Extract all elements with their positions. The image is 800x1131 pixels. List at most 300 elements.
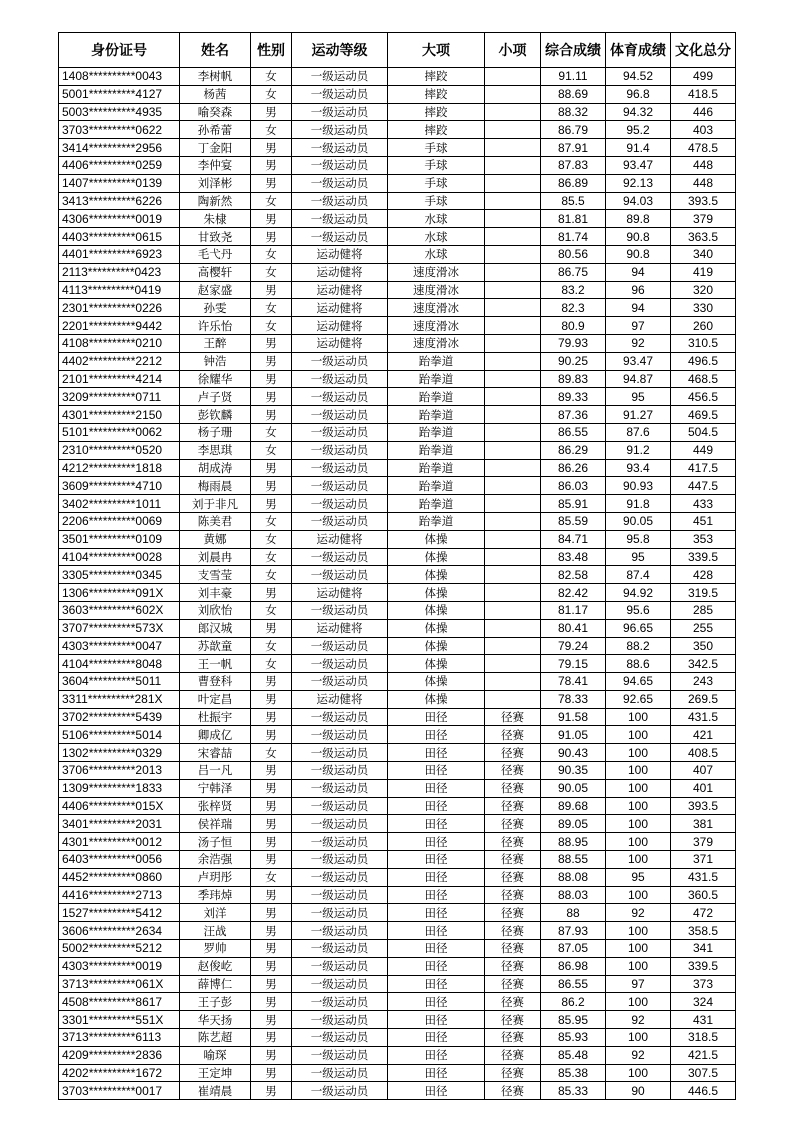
cell-name: 薛博仁	[180, 975, 251, 993]
cell-sports-score: 100	[606, 797, 671, 815]
cell-sports-score: 92	[606, 904, 671, 922]
cell-sub-event	[485, 85, 541, 103]
cell-overall-score: 84.71	[541, 530, 606, 548]
cell-sport-level: 运动健将	[292, 317, 388, 335]
cell-overall-score: 89.05	[541, 815, 606, 833]
cell-sport-level: 一级运动员	[292, 121, 388, 139]
cell-sport-level: 一级运动员	[292, 993, 388, 1011]
cell-sub-event	[485, 459, 541, 477]
cell-sport-level: 一级运动员	[292, 673, 388, 691]
cell-gender: 男	[251, 334, 292, 352]
cell-event: 速度滑冰	[388, 317, 485, 335]
table-row	[59, 601, 736, 619]
cell-event: 田径	[388, 833, 485, 851]
cell-culture-total: 418.5	[671, 85, 736, 103]
cell-id-number: 4108**********0210	[59, 334, 180, 352]
cell-event: 田径	[388, 1011, 485, 1029]
cell-id-number: 4402**********2212	[59, 352, 180, 370]
cell-culture-total: 339.5	[671, 957, 736, 975]
cell-sports-score: 100	[606, 815, 671, 833]
cell-name: 卢玥彤	[180, 868, 251, 886]
cell-sport-level: 运动健将	[292, 263, 388, 281]
cell-culture-total: 431.5	[671, 868, 736, 886]
cell-overall-score: 81.74	[541, 228, 606, 246]
cell-name: 徐耀华	[180, 370, 251, 388]
cell-name: 刘欣怡	[180, 601, 251, 619]
cell-sports-score: 92	[606, 1046, 671, 1064]
cell-overall-score: 91.11	[541, 68, 606, 86]
cell-event: 田径	[388, 940, 485, 958]
cell-sub-event	[485, 174, 541, 192]
cell-id-number: 4202**********1672	[59, 1064, 180, 1082]
cell-sports-score: 87.4	[606, 566, 671, 584]
cell-name: 王醉	[180, 334, 251, 352]
cell-overall-score: 90.43	[541, 744, 606, 762]
cell-sub-event: 径赛	[485, 993, 541, 1011]
cell-id-number: 3702**********5439	[59, 708, 180, 726]
cell-sports-score: 94.87	[606, 370, 671, 388]
cell-sports-score: 97	[606, 975, 671, 993]
cell-sub-event	[485, 192, 541, 210]
table-row	[59, 868, 736, 886]
cell-sub-event	[485, 156, 541, 174]
cell-sports-score: 100	[606, 1029, 671, 1047]
table-row	[59, 815, 736, 833]
cell-culture-total: 433	[671, 495, 736, 513]
cell-culture-total: 373	[671, 975, 736, 993]
cell-sub-event	[485, 637, 541, 655]
table-row	[59, 762, 736, 780]
cell-overall-score: 86.55	[541, 975, 606, 993]
cell-name: 支雪莹	[180, 566, 251, 584]
cell-gender: 男	[251, 797, 292, 815]
table-row	[59, 922, 736, 940]
cell-event: 体操	[388, 584, 485, 602]
cell-id-number: 3501**********0109	[59, 530, 180, 548]
cell-sub-event	[485, 690, 541, 708]
cell-overall-score: 86.03	[541, 477, 606, 495]
cell-sub-event	[485, 281, 541, 299]
cell-culture-total: 379	[671, 210, 736, 228]
cell-sport-level: 一级运动员	[292, 637, 388, 655]
cell-overall-score: 79.24	[541, 637, 606, 655]
header-row	[59, 33, 736, 68]
table-row	[59, 68, 736, 86]
cell-gender: 男	[251, 993, 292, 1011]
table-row	[59, 156, 736, 174]
table-row	[59, 548, 736, 566]
cell-culture-total: 431	[671, 1011, 736, 1029]
table-row	[59, 281, 736, 299]
cell-id-number: 3707**********573X	[59, 619, 180, 637]
cell-overall-score: 87.93	[541, 922, 606, 940]
cell-culture-total: 421	[671, 726, 736, 744]
cell-sport-level: 一级运动员	[292, 779, 388, 797]
table-row	[59, 833, 736, 851]
cell-sports-score: 89.8	[606, 210, 671, 228]
cell-sub-event	[485, 673, 541, 691]
cell-sports-score: 100	[606, 779, 671, 797]
cell-sub-event	[485, 655, 541, 673]
cell-id-number: 4306**********0019	[59, 210, 180, 228]
header-overall-score: 综合成绩	[541, 33, 606, 68]
cell-culture-total: 363.5	[671, 228, 736, 246]
cell-sub-event	[485, 299, 541, 317]
cell-sub-event	[485, 263, 541, 281]
cell-gender: 女	[251, 637, 292, 655]
cell-sport-level: 一级运动员	[292, 477, 388, 495]
table-row	[59, 637, 736, 655]
table-row	[59, 993, 736, 1011]
cell-id-number: 4403**********0615	[59, 228, 180, 246]
cell-event: 摔跤	[388, 85, 485, 103]
cell-event: 跆拳道	[388, 459, 485, 477]
cell-id-number: 4301**********2150	[59, 406, 180, 424]
cell-overall-score: 78.41	[541, 673, 606, 691]
cell-sports-score: 94.92	[606, 584, 671, 602]
cell-culture-total: 360.5	[671, 886, 736, 904]
cell-name: 宁韩泽	[180, 779, 251, 797]
cell-sports-score: 93.4	[606, 459, 671, 477]
cell-event: 田径	[388, 744, 485, 762]
cell-sport-level: 运动健将	[292, 530, 388, 548]
cell-sport-level: 一级运动员	[292, 352, 388, 370]
cell-gender: 男	[251, 673, 292, 691]
cell-sports-score: 94.52	[606, 68, 671, 86]
cell-culture-total: 269.5	[671, 690, 736, 708]
table-row	[59, 797, 736, 815]
cell-overall-score: 85.91	[541, 495, 606, 513]
cell-overall-score: 82.42	[541, 584, 606, 602]
cell-culture-total: 449	[671, 441, 736, 459]
cell-gender: 男	[251, 1064, 292, 1082]
header-event: 大项	[388, 33, 485, 68]
cell-id-number: 4406**********0259	[59, 156, 180, 174]
cell-culture-total: 407	[671, 762, 736, 780]
cell-overall-score: 85.38	[541, 1064, 606, 1082]
cell-sub-event	[485, 566, 541, 584]
cell-sport-level: 运动健将	[292, 584, 388, 602]
cell-name: 李仲宴	[180, 156, 251, 174]
cell-event: 体操	[388, 548, 485, 566]
cell-sport-level: 运动健将	[292, 299, 388, 317]
cell-gender: 女	[251, 530, 292, 548]
cell-name: 卿成亿	[180, 726, 251, 744]
table-row	[59, 584, 736, 602]
cell-gender: 男	[251, 281, 292, 299]
cell-sport-level: 一级运动员	[292, 68, 388, 86]
cell-name: 刘丰豪	[180, 584, 251, 602]
table-row	[59, 708, 736, 726]
cell-culture-total: 255	[671, 619, 736, 637]
cell-gender: 女	[251, 263, 292, 281]
table-row	[59, 192, 736, 210]
cell-sub-event: 径赛	[485, 762, 541, 780]
table-row	[59, 495, 736, 513]
cell-sub-event	[485, 441, 541, 459]
cell-sub-event: 径赛	[485, 833, 541, 851]
cell-overall-score: 85.93	[541, 1029, 606, 1047]
header-id-number: 身份证号	[59, 33, 180, 68]
cell-sports-score: 88.2	[606, 637, 671, 655]
cell-id-number: 5001**********4127	[59, 85, 180, 103]
cell-id-number: 4303**********0019	[59, 957, 180, 975]
cell-culture-total: 431.5	[671, 708, 736, 726]
cell-sports-score: 95.2	[606, 121, 671, 139]
table-row	[59, 263, 736, 281]
header-sport-level: 运动等级	[292, 33, 388, 68]
cell-overall-score: 81.81	[541, 210, 606, 228]
cell-sports-score: 90.93	[606, 477, 671, 495]
cell-gender: 男	[251, 495, 292, 513]
cell-gender: 女	[251, 868, 292, 886]
cell-culture-total: 417.5	[671, 459, 736, 477]
cell-culture-total: 381	[671, 815, 736, 833]
cell-sport-level: 一级运动员	[292, 495, 388, 513]
cell-event: 摔跤	[388, 68, 485, 86]
cell-event: 跆拳道	[388, 370, 485, 388]
cell-id-number: 1306**********091X	[59, 584, 180, 602]
cell-culture-total: 320	[671, 281, 736, 299]
cell-sport-level: 一级运动员	[292, 655, 388, 673]
table-row	[59, 406, 736, 424]
cell-overall-score: 88.08	[541, 868, 606, 886]
cell-gender: 女	[251, 68, 292, 86]
cell-name: 张梓贤	[180, 797, 251, 815]
cell-id-number: 3703**********0622	[59, 121, 180, 139]
cell-sports-score: 93.47	[606, 156, 671, 174]
cell-event: 跆拳道	[388, 441, 485, 459]
table-row	[59, 512, 736, 530]
cell-sport-level: 一级运动员	[292, 922, 388, 940]
cell-sport-level: 运动健将	[292, 281, 388, 299]
cell-gender: 女	[251, 85, 292, 103]
cell-sport-level: 一级运动员	[292, 459, 388, 477]
cell-overall-score: 86.55	[541, 423, 606, 441]
cell-sport-level: 一级运动员	[292, 174, 388, 192]
table-row	[59, 121, 736, 139]
cell-event: 手球	[388, 192, 485, 210]
table-row	[59, 957, 736, 975]
cell-sports-score: 93.47	[606, 352, 671, 370]
cell-overall-score: 90.05	[541, 779, 606, 797]
cell-event: 跆拳道	[388, 495, 485, 513]
cell-gender: 男	[251, 833, 292, 851]
cell-culture-total: 260	[671, 317, 736, 335]
cell-event: 田径	[388, 851, 485, 869]
cell-sport-level: 一级运动员	[292, 228, 388, 246]
cell-id-number: 4508**********8617	[59, 993, 180, 1011]
cell-culture-total: 421.5	[671, 1046, 736, 1064]
cell-gender: 女	[251, 744, 292, 762]
cell-id-number: 5002**********5212	[59, 940, 180, 958]
cell-sports-score: 90	[606, 1082, 671, 1100]
cell-sport-level: 一级运动员	[292, 851, 388, 869]
cell-id-number: 6403**********0056	[59, 851, 180, 869]
cell-gender: 男	[251, 1029, 292, 1047]
cell-sport-level: 一级运动员	[292, 708, 388, 726]
cell-event: 速度滑冰	[388, 263, 485, 281]
cell-name: 叶定昌	[180, 690, 251, 708]
cell-overall-score: 80.9	[541, 317, 606, 335]
cell-sub-event	[485, 495, 541, 513]
cell-culture-total: 504.5	[671, 423, 736, 441]
cell-sports-score: 94.32	[606, 103, 671, 121]
cell-overall-score: 83.48	[541, 548, 606, 566]
cell-overall-score: 85.95	[541, 1011, 606, 1029]
cell-culture-total: 285	[671, 601, 736, 619]
cell-sub-event	[485, 601, 541, 619]
cell-name: 梅雨晨	[180, 477, 251, 495]
cell-id-number: 5003**********4935	[59, 103, 180, 121]
cell-gender: 男	[251, 210, 292, 228]
cell-sub-event: 径赛	[485, 797, 541, 815]
cell-sports-score: 87.6	[606, 423, 671, 441]
table-row	[59, 210, 736, 228]
cell-sports-score: 94	[606, 299, 671, 317]
cell-overall-score: 86.79	[541, 121, 606, 139]
cell-event: 田径	[388, 975, 485, 993]
cell-overall-score: 87.91	[541, 139, 606, 157]
header-name: 姓名	[180, 33, 251, 68]
cell-gender: 男	[251, 1046, 292, 1064]
cell-id-number: 3402**********1011	[59, 495, 180, 513]
cell-name: 崔靖晨	[180, 1082, 251, 1100]
cell-gender: 女	[251, 192, 292, 210]
cell-id-number: 4452**********0860	[59, 868, 180, 886]
cell-event: 摔跤	[388, 121, 485, 139]
cell-culture-total: 371	[671, 851, 736, 869]
table-row	[59, 655, 736, 673]
cell-sport-level: 一级运动员	[292, 601, 388, 619]
cell-name: 喻琛	[180, 1046, 251, 1064]
cell-culture-total: 496.5	[671, 352, 736, 370]
cell-name: 许乐怡	[180, 317, 251, 335]
cell-sport-level: 一级运动员	[292, 975, 388, 993]
cell-gender: 男	[251, 477, 292, 495]
cell-name: 杨子珊	[180, 423, 251, 441]
cell-gender: 男	[251, 370, 292, 388]
cell-gender: 男	[251, 174, 292, 192]
cell-sports-score: 91.2	[606, 441, 671, 459]
cell-event: 速度滑冰	[388, 334, 485, 352]
cell-name: 曹登科	[180, 673, 251, 691]
cell-overall-score: 88	[541, 904, 606, 922]
cell-overall-score: 90.25	[541, 352, 606, 370]
cell-event: 速度滑冰	[388, 299, 485, 317]
table-row	[59, 530, 736, 548]
cell-event: 田径	[388, 904, 485, 922]
cell-overall-score: 88.55	[541, 851, 606, 869]
cell-id-number: 3713**********061X	[59, 975, 180, 993]
cell-sub-event	[485, 530, 541, 548]
cell-gender: 男	[251, 815, 292, 833]
table-row	[59, 228, 736, 246]
cell-sport-level: 一级运动员	[292, 406, 388, 424]
cell-overall-score: 78.33	[541, 690, 606, 708]
cell-id-number: 5101**********0062	[59, 423, 180, 441]
cell-name: 汤子恒	[180, 833, 251, 851]
cell-id-number: 4301**********0012	[59, 833, 180, 851]
cell-gender: 女	[251, 441, 292, 459]
cell-culture-total: 330	[671, 299, 736, 317]
cell-sports-score: 92	[606, 334, 671, 352]
cell-gender: 男	[251, 352, 292, 370]
cell-culture-total: 472	[671, 904, 736, 922]
cell-sub-event	[485, 619, 541, 637]
cell-name: 胡成涛	[180, 459, 251, 477]
table-row	[59, 103, 736, 121]
cell-gender: 女	[251, 655, 292, 673]
cell-id-number: 3713**********6113	[59, 1029, 180, 1047]
cell-event: 田径	[388, 726, 485, 744]
cell-overall-score: 86.29	[541, 441, 606, 459]
cell-event: 摔跤	[388, 103, 485, 121]
cell-id-number: 3706**********2013	[59, 762, 180, 780]
cell-id-number: 4104**********8048	[59, 655, 180, 673]
cell-name: 杜振宇	[180, 708, 251, 726]
table-row	[59, 886, 736, 904]
cell-sport-level: 一级运动员	[292, 726, 388, 744]
cell-culture-total: 408.5	[671, 744, 736, 762]
cell-culture-total: 307.5	[671, 1064, 736, 1082]
cell-name: 孙雯	[180, 299, 251, 317]
cell-overall-score: 88.32	[541, 103, 606, 121]
cell-name: 黄娜	[180, 530, 251, 548]
cell-sub-event	[485, 103, 541, 121]
cell-name: 侯祥瑞	[180, 815, 251, 833]
cell-sub-event: 径赛	[485, 726, 541, 744]
cell-sports-score: 100	[606, 833, 671, 851]
cell-event: 体操	[388, 690, 485, 708]
cell-sport-level: 一级运动员	[292, 797, 388, 815]
table-row	[59, 370, 736, 388]
cell-sport-level: 一级运动员	[292, 85, 388, 103]
cell-event: 田径	[388, 1082, 485, 1100]
cell-overall-score: 88.03	[541, 886, 606, 904]
cell-event: 速度滑冰	[388, 281, 485, 299]
score-table	[58, 32, 736, 1100]
cell-sport-level: 一级运动员	[292, 1046, 388, 1064]
cell-sub-event: 径赛	[485, 708, 541, 726]
cell-event: 田径	[388, 922, 485, 940]
cell-sub-event	[485, 334, 541, 352]
cell-sports-score: 91.4	[606, 139, 671, 157]
cell-sport-level: 运动健将	[292, 334, 388, 352]
cell-sports-score: 100	[606, 726, 671, 744]
cell-sub-event	[485, 423, 541, 441]
cell-gender: 男	[251, 228, 292, 246]
cell-sport-level: 一级运动员	[292, 139, 388, 157]
cell-culture-total: 469.5	[671, 406, 736, 424]
cell-event: 手球	[388, 139, 485, 157]
cell-gender: 男	[251, 619, 292, 637]
cell-id-number: 3209**********0711	[59, 388, 180, 406]
table-row	[59, 352, 736, 370]
cell-overall-score: 86.26	[541, 459, 606, 477]
cell-id-number: 3414**********2956	[59, 139, 180, 157]
cell-name: 王一帆	[180, 655, 251, 673]
cell-id-number: 3609**********4710	[59, 477, 180, 495]
cell-sports-score: 100	[606, 1064, 671, 1082]
cell-name: 李树帆	[180, 68, 251, 86]
cell-sports-score: 88.6	[606, 655, 671, 673]
cell-overall-score: 82.3	[541, 299, 606, 317]
cell-sports-score: 100	[606, 708, 671, 726]
cell-overall-score: 80.41	[541, 619, 606, 637]
table-row	[59, 744, 736, 762]
cell-sports-score: 100	[606, 940, 671, 958]
